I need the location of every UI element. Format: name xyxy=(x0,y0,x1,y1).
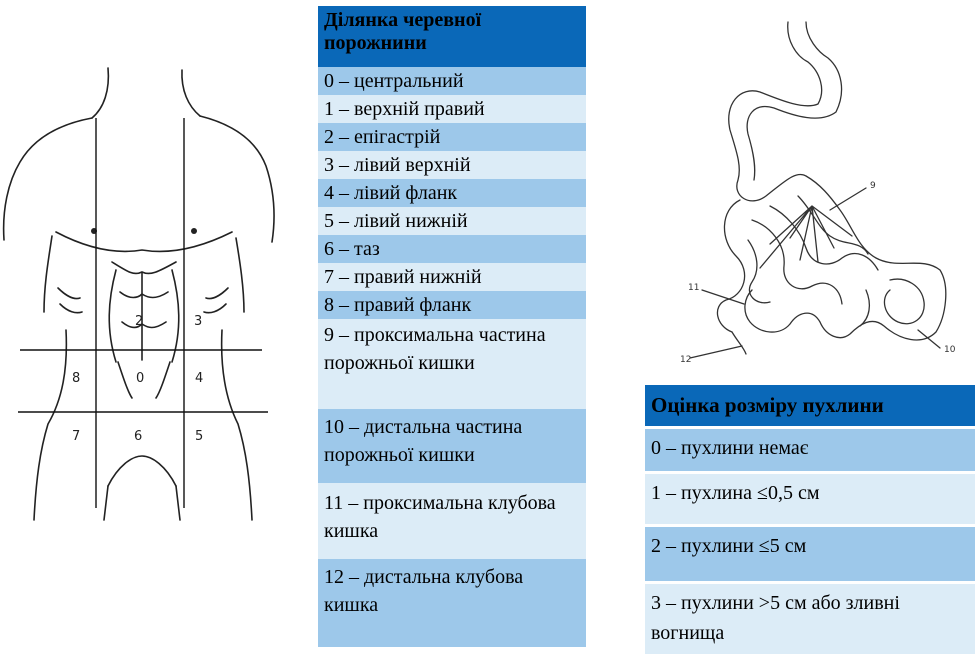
right-side xyxy=(236,238,244,312)
left-shoulder xyxy=(4,118,92,240)
bowel-label: 12 xyxy=(680,355,692,365)
table-row: 2 – епігастрій xyxy=(318,123,586,151)
loop xyxy=(748,240,770,303)
leader-9 xyxy=(830,188,866,210)
right-waist xyxy=(222,330,252,520)
lower-abdomen-left xyxy=(118,362,132,398)
region-number: 8 xyxy=(72,371,81,386)
groin xyxy=(108,456,176,486)
bowel-label: 11 xyxy=(688,283,700,293)
mesentery xyxy=(760,206,852,268)
left-side xyxy=(44,236,52,312)
loop xyxy=(717,200,744,332)
abdominal-region-table xyxy=(318,6,586,647)
serratus-left xyxy=(58,288,82,313)
region-number: 2 xyxy=(135,314,144,329)
right-nipple xyxy=(191,228,197,234)
bowel-label: 10 xyxy=(944,345,956,355)
abs-row-1 xyxy=(120,292,168,298)
chest-line xyxy=(56,232,232,251)
loop xyxy=(884,279,924,324)
abdomen-region-diagram xyxy=(0,0,300,653)
abs-right-edge xyxy=(172,270,179,362)
table-row: 11 – проксимальна клубова кишка xyxy=(318,483,586,559)
table-row: 6 – таз xyxy=(318,235,586,263)
bowel-label: 9 xyxy=(870,181,876,191)
table-row: 10 – дистальна частина порожньої кишки xyxy=(318,409,586,483)
small-bowel-diagram xyxy=(670,0,976,380)
region-number: 0 xyxy=(136,371,145,386)
table-row: 1 – верхній правий xyxy=(318,95,586,123)
table-row: 4 – лівий фланк xyxy=(318,179,586,207)
table-header: Ділянка черевної порожнини xyxy=(318,6,586,67)
leader-12 xyxy=(690,346,742,358)
table-row: 3 – лівий верхній xyxy=(318,151,586,179)
neck-left xyxy=(92,68,108,118)
neck-right xyxy=(182,70,200,116)
table-header: Оцінка розміру пухлини xyxy=(645,385,975,426)
table-row: 7 – правий нижній xyxy=(318,263,586,291)
table-row: 5 – лівий нижній xyxy=(318,207,586,235)
table-row: 9 – проксимальна частина порожньої кишки xyxy=(318,319,586,409)
stomach-outline-inner xyxy=(747,22,841,180)
right-shoulder xyxy=(200,116,274,242)
region-number: 4 xyxy=(195,371,204,386)
stomach-outline xyxy=(729,22,822,201)
serratus-right xyxy=(204,288,228,313)
table-row: 1 – пухлина ≤0,5 см xyxy=(645,474,975,524)
table-row: 3 – пухлини >5 см або зливні вогнища xyxy=(645,584,975,654)
loop xyxy=(860,290,869,326)
tumor-size-table xyxy=(645,385,975,654)
ileum-end xyxy=(732,332,746,354)
region-number: 7 xyxy=(72,429,81,444)
table-row: 0 – центральний xyxy=(318,67,586,95)
inner-thigh-left xyxy=(104,486,108,520)
table-row: 12 – дистальна клубова кишка xyxy=(318,559,586,647)
region-number: 3 xyxy=(194,314,203,329)
lower-abdomen-right xyxy=(156,362,170,398)
abs-left-edge xyxy=(109,270,116,362)
table-row: 2 – пухлини ≤5 см xyxy=(645,527,975,581)
table-row: 8 – правий фланк xyxy=(318,291,586,319)
abs-row-2 xyxy=(122,322,166,328)
abs-upper xyxy=(112,262,176,274)
left-waist xyxy=(34,330,66,520)
table-row: 0 – пухлини немає xyxy=(645,429,975,471)
region-number: 6 xyxy=(134,429,143,444)
inner-thigh-right xyxy=(176,486,180,520)
region-number: 5 xyxy=(195,429,204,444)
